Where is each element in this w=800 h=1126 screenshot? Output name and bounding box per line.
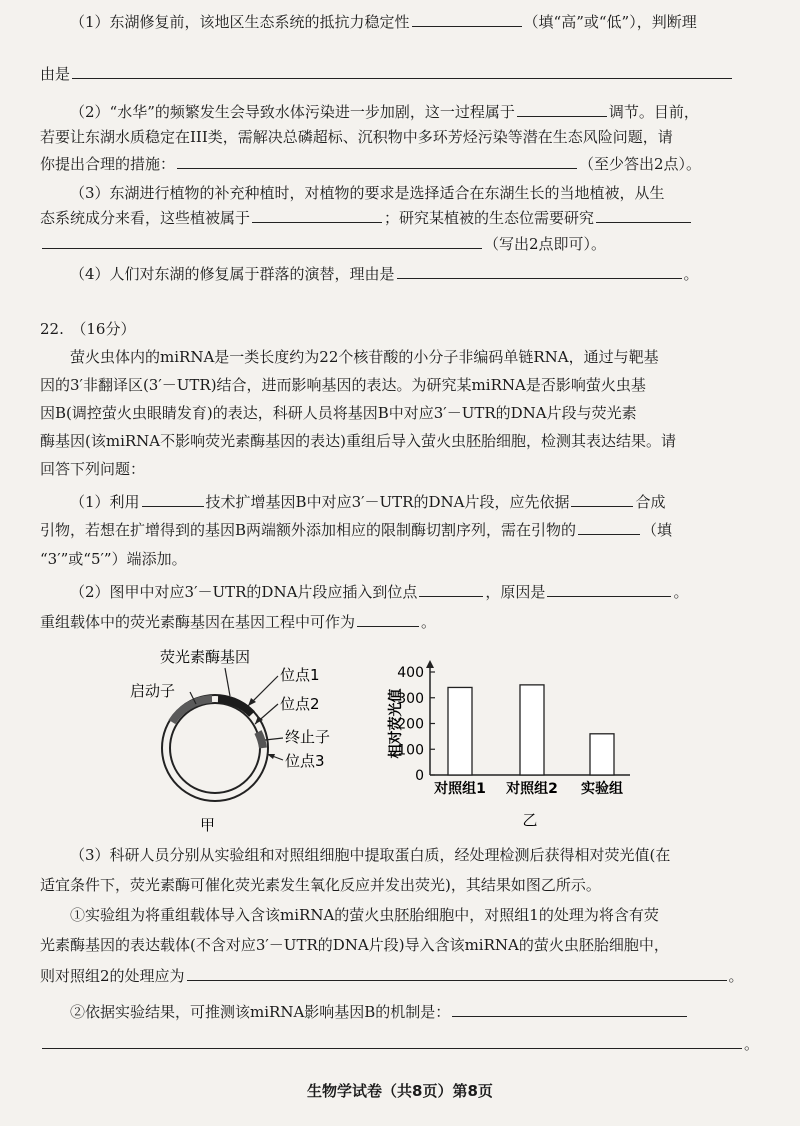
answer-blank[interactable]	[547, 580, 671, 597]
q21-part1-line2	[40, 62, 762, 85]
plasmid-diagram	[130, 640, 370, 835]
y-tick-label: 400	[397, 665, 424, 681]
answer-blank[interactable]	[517, 100, 607, 117]
answer-blank[interactable]	[419, 580, 483, 597]
x-category-label: 对照组2	[506, 781, 558, 797]
q22-intro-5	[40, 458, 762, 480]
text: 引物，若想在扩增得到的基因B两端额外添加相应的限制酶切割序列，需在引物的	[40, 521, 577, 539]
plasmid-ring-inner	[170, 703, 260, 793]
terminator-segment	[258, 732, 263, 748]
bar-1	[448, 687, 472, 775]
q22-intro-4	[40, 430, 762, 452]
answer-blank[interactable]	[452, 1000, 687, 1017]
promoter-segment	[172, 699, 212, 722]
answer-blank[interactable]	[357, 610, 419, 627]
text: （填	[642, 521, 673, 539]
q22-part1-line3	[40, 548, 762, 570]
answer-blank[interactable]	[42, 232, 482, 249]
q22-intro-3	[40, 402, 762, 424]
q22-part3-line2	[40, 874, 762, 896]
text: 。	[728, 967, 744, 985]
q22-part2-line2	[40, 610, 762, 633]
site2-label: 位点2	[280, 695, 320, 713]
y-tick-label: 100	[397, 742, 424, 759]
bar-3	[590, 734, 614, 775]
text: 回答下列问题：	[40, 460, 146, 478]
page-footer: 生物学试卷（共8页）第8页	[307, 1082, 493, 1100]
text: 态系统成分来看，这些植被属于	[40, 209, 251, 227]
gene-label: 荧光素酶基因	[160, 648, 251, 666]
text: ，原因是	[485, 583, 546, 601]
answer-blank[interactable]	[596, 206, 691, 223]
text: （1）东湖修复前，该地区生态系统的抵抗力稳定性	[70, 13, 410, 31]
text: 若要让东湖水质稳定在III类，需解决总磷超标、沉积物中多环芳烃污染等潜在生态风险问题，请	[40, 128, 673, 146]
text: “3′”或“5′”）端添加。	[40, 550, 187, 568]
q22-part3-line5	[40, 964, 762, 987]
text: （4）人们对东湖的修复属于群落的演替，理由是	[70, 265, 395, 283]
text: 。	[421, 613, 437, 631]
q22-intro-2	[40, 374, 762, 396]
site1-label: 位点1	[280, 666, 320, 684]
answer-blank[interactable]	[72, 62, 732, 79]
q22-part3-line4	[40, 934, 762, 956]
text: 因B(调控萤火虫眼睛发育)的表达，科研人员将基因B中对应3′－UTR的DNA片段与荧光素	[40, 404, 637, 422]
q21-part2-line1	[70, 100, 762, 123]
q22-part2-line1	[70, 580, 762, 603]
q21-part4-line	[70, 262, 762, 285]
chart-caption: 乙	[522, 811, 538, 829]
text: 。	[683, 265, 699, 283]
text: （2）图甲中对应3′－UTR的DNA片段应插入到位点	[70, 583, 418, 601]
q21-part3-line1	[70, 182, 762, 204]
y-tick-label: 300	[397, 690, 424, 707]
y-tick-label: 200	[397, 716, 424, 733]
q21-part2-line3	[40, 152, 762, 175]
q22-header	[40, 318, 762, 340]
answer-blank[interactable]	[177, 152, 577, 169]
gene-pointer	[225, 668, 230, 696]
y-axis-arrow	[426, 660, 434, 668]
answer-blank[interactable]	[412, 10, 522, 27]
q21-part2-line2	[40, 126, 762, 148]
y-axis-label: 相对荧光值	[388, 688, 404, 759]
answer-blank[interactable]	[397, 262, 682, 279]
text: 重组载体中的荧光素酶基因在基因工程中可作为	[40, 613, 356, 631]
text: ②依据实验结果，可推测该miRNA影响基因B的机制是：	[70, 1003, 451, 1021]
text: 由是	[40, 65, 71, 83]
q22-intro-1	[70, 346, 762, 368]
luciferase-gene-segment	[218, 699, 252, 714]
q22-part1-line1	[70, 490, 762, 513]
x-category-label: 实验组	[581, 781, 623, 797]
text: 酶基因(该miRNA不影响荧光素酶基因的表达)重组后导入萤火虫胚胎细胞，检测其表达结果。请	[40, 432, 676, 450]
fluorescence-bar-chart	[380, 650, 650, 830]
answer-blank[interactable]	[42, 1032, 742, 1049]
question-number: 22. （16分）	[40, 320, 136, 338]
text: （3）科研人员分别从实验组和对照组细胞中提取蛋白质，经处理检测后获得相对荧光值(在	[70, 846, 671, 864]
q22-part3-line3	[70, 904, 762, 926]
figure-caption: 甲	[200, 816, 216, 834]
q21-part1-line1	[70, 10, 762, 33]
chart-bars	[448, 685, 614, 775]
terminator-label: 终止子	[285, 728, 331, 746]
answer-blank[interactable]	[142, 490, 204, 507]
answer-blank[interactable]	[571, 490, 633, 507]
q22-part3-line1	[70, 844, 762, 866]
text: 光素酶基因的表达载体(不含对应3′－UTR的DNA片段)导入含该miRNA的萤火虫胚胎细胞中，	[40, 936, 669, 954]
answer-blank[interactable]	[578, 518, 640, 535]
text: 适宜条件下，荧光素酶可催化荧光素发生氧化反应并发出荧光)，其结果如图乙所示。	[40, 876, 601, 894]
text: 合成	[635, 493, 666, 511]
text: （填“高”或“低”），判断理	[523, 13, 697, 31]
text: （1）利用	[70, 493, 140, 511]
text: 。	[673, 583, 689, 601]
text: （至少答出2点）。	[579, 155, 702, 173]
text: （写出2点即可）。	[484, 235, 607, 253]
y-tick-label: 0	[415, 768, 424, 784]
text: 技术扩增基因B中对应3′－UTR的DNA片段，应先依据	[205, 493, 570, 511]
x-category-label: 对照组1	[434, 781, 486, 797]
text: 因的3′非翻译区(3′－UTR)结合，进而影响基因的表达。为研究某miRNA是否影响萤火虫基	[40, 376, 646, 394]
text: 则对照组2的处理应为	[40, 967, 185, 985]
text: 调节。目前，	[608, 103, 699, 121]
text: 你提出合理的措施：	[40, 155, 176, 173]
q22-part3-line7	[40, 1032, 762, 1055]
text: 萤火虫体内的miRNA是一类长度约为22个核苷酸的小分子非编码单链RNA，通过与靶基	[70, 348, 659, 366]
q22-part1-line2	[40, 518, 762, 541]
q21-part3-line2	[40, 206, 762, 229]
site3-label: 位点3	[285, 752, 325, 770]
q21-part3-line3	[40, 232, 762, 255]
text: ①实验组为将重组载体导入含该miRNA的萤火虫胚胎细胞中，对照组1的处理为将含有荧	[70, 906, 659, 924]
promoter-label: 启动子	[130, 682, 176, 700]
text: 。	[744, 1035, 760, 1053]
answer-blank[interactable]	[187, 964, 727, 981]
text: ；研究某植被的生态位需要研究	[384, 209, 595, 227]
text: （2）“水华”的频繁发生会导致水体污染进一步加剧，这一过程属于	[70, 103, 515, 121]
q22-part3-line6	[70, 1000, 762, 1023]
bar-2	[520, 685, 544, 775]
chart-labels	[387, 665, 623, 829]
text: （3）东湖进行植物的补充种植时，对植物的要求是选择适合在东湖生长的当地植被，从生	[70, 184, 665, 202]
answer-blank[interactable]	[252, 206, 382, 223]
